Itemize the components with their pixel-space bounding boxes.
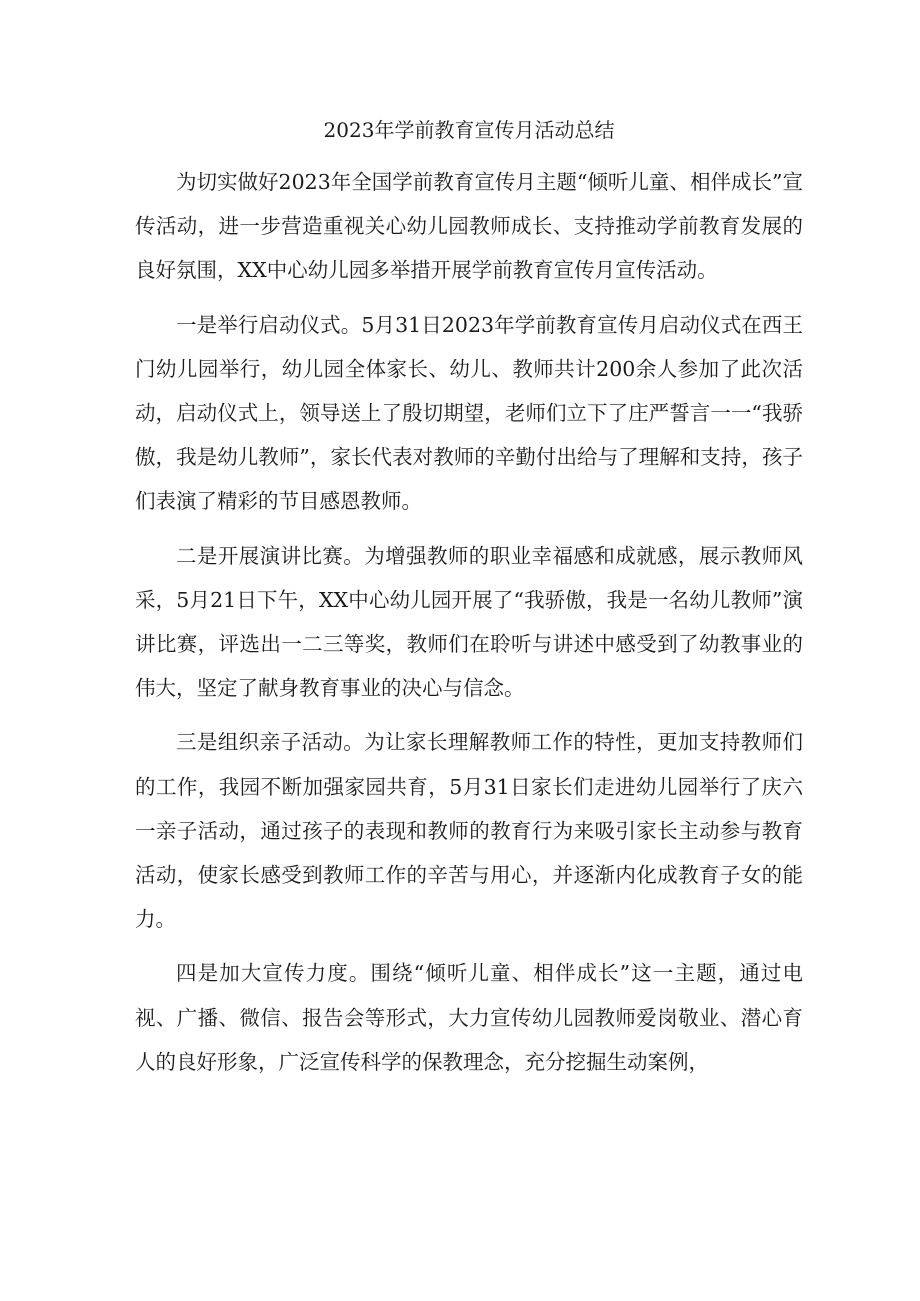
paragraph-launch-ceremony: 一是举行启动仪式。5月31日2023年学前教育宣传月启动仪式在西王门幼儿园举行，幼儿园全体家长、幼儿、教师共计200余人参加了此次活动，启动仪式上，领导送上了殷切期望，老师们立下了庄严誓言一一“我骄傲，我是幼儿教师”，家长代表对教师的辛勤付出给与了理解和支持，孩子们表演了精彩的节目感恩教师。	[135, 312, 803, 514]
paragraph-publicity: 四是加大宣传力度。围绕“倾听儿童、相伴成长”这一主题，通过电视、广播、微信、报告会等形式，大力宣传幼儿园教师爱岗敬业、潜心育人的良好形象，广泛宣传科学的保教理念，充分挖掘生动案例，	[135, 961, 803, 1074]
paragraph-intro: 为切实做好2023年全国学前教育宣传月主题“倾听儿童、相伴成长”宣传活动，进一步营造重视关心幼儿园教师成长、支持推动学前教育发展的良好氛围，XX中心幼儿园多举措开展学前教育宣传月宣传活动。	[135, 170, 803, 283]
paragraph-speech-contest: 二是开展演讲比赛。为增强教师的职业幸福感和成就感，展示教师风采，5月21日下午，XX中心幼儿园开展了“我骄傲，我是一名幼儿教师”演讲比赛，评选出一二三等奖，教师们在聆听与讲述中感受到了幼教事业的伟大，坚定了献身教育事业的决心与信念。	[135, 543, 803, 701]
document-title: 2023年学前教育宣传月活动总结	[323, 118, 615, 142]
document-page	[135, 112, 803, 1094]
paragraph-parent-child-activity: 三是组织亲子活动。为让家长理解教师工作的特性，更加支持教师们的工作，我园不断加强家园共育，5月31日家长们走进幼儿园举行了庆六一亲子活动，通过孩子的表现和教师的教育行为来吸引家长主动参与教育活动，使家长感受到教师工作的辛苦与用心，并逐渐内化成教育子女的能力。	[135, 730, 803, 932]
